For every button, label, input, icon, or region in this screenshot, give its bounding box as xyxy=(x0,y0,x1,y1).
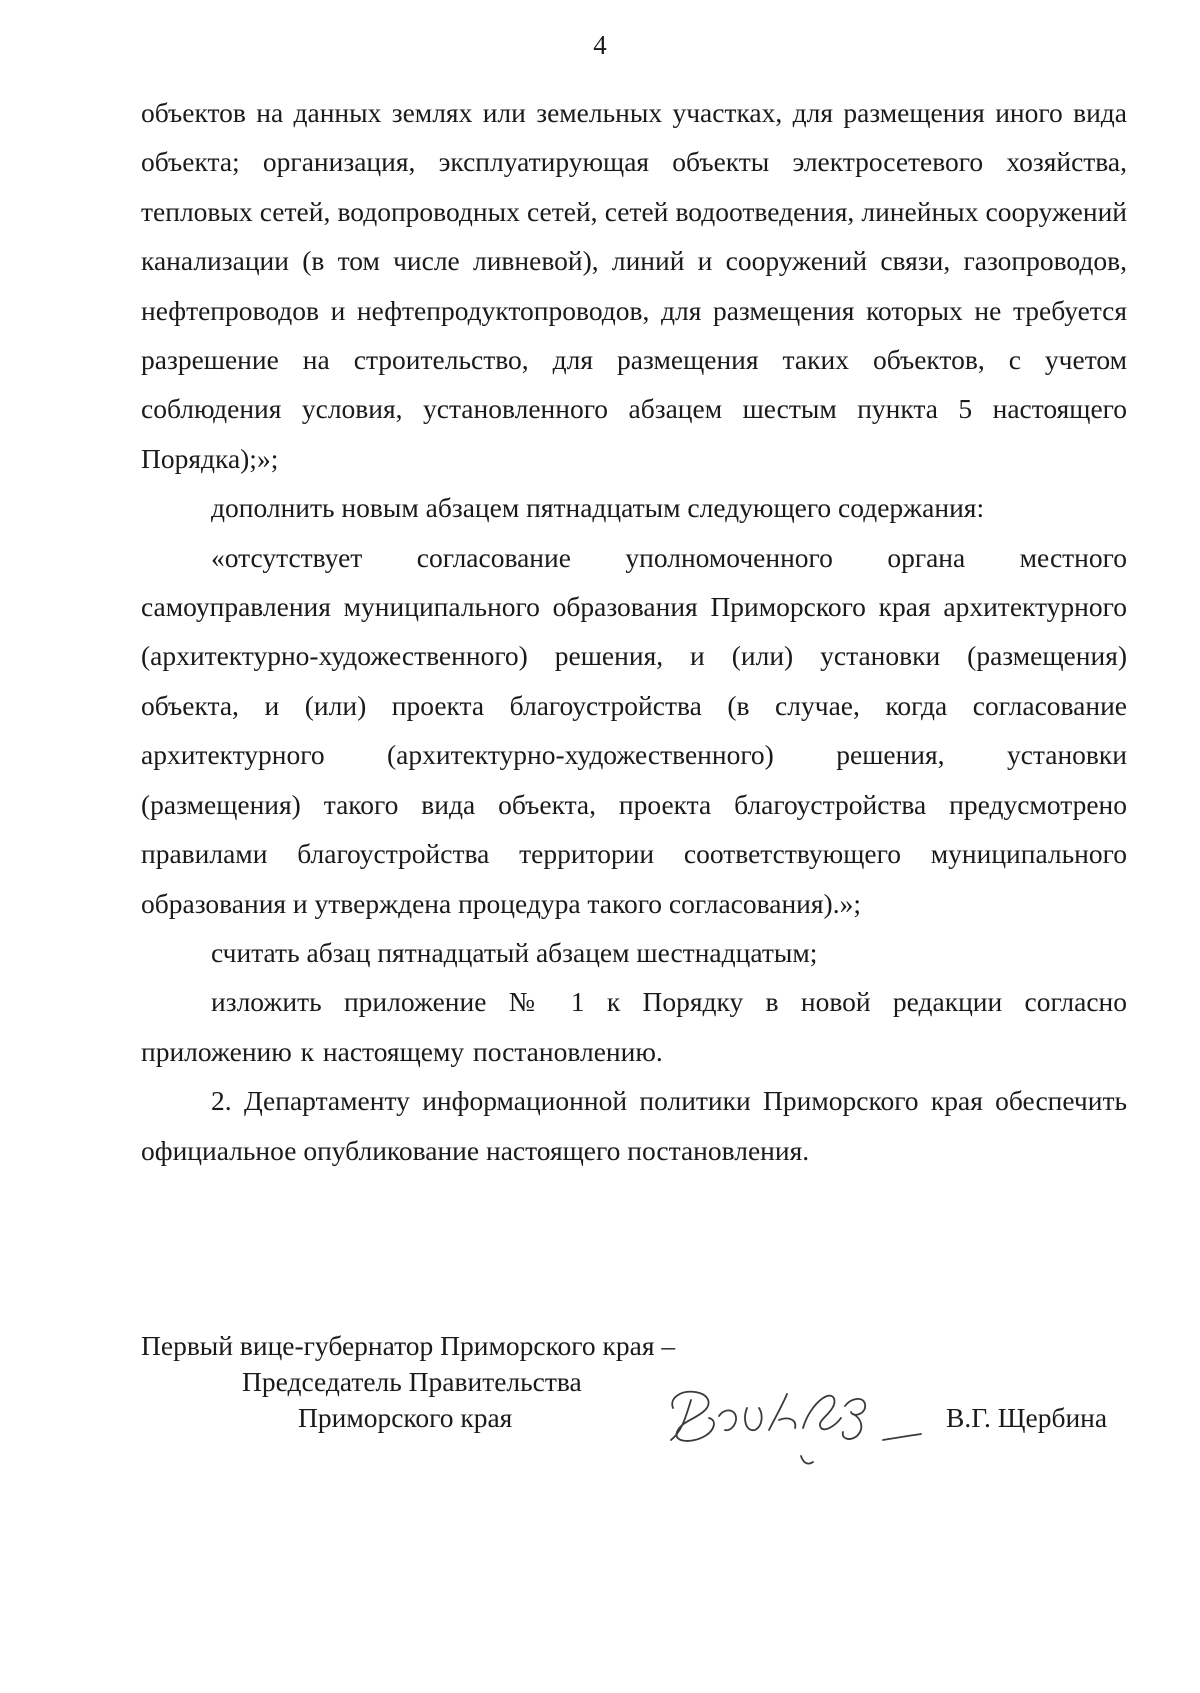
signer-name: В.Г. Щербина xyxy=(946,1402,1108,1433)
paragraph-add-fifteenth: дополнить новым абзацем пятнадцатым следующего содержания: xyxy=(211,492,985,524)
signature-block xyxy=(141,1330,1141,1480)
paragraph-publication: 2. Департаменту информационной политики Приморского края обеспечить официальное опубликование настоящего постановления. xyxy=(141,1085,1127,1166)
paragraph-appendix: изложить приложение № 1 к Порядку в новой редакции согласно приложению к настоящему постановлению. xyxy=(141,986,1127,1067)
signer-title-line-1: Первый вице-губернатор Приморского края – xyxy=(141,1330,676,1361)
handwritten-signature xyxy=(651,1370,931,1480)
document-body xyxy=(141,88,1127,1175)
paragraph-continuation: объектов на данных землях или земельных участках, для размещения иного вида объекта; организация, эксплуатирующая объекты электросетевого хозяйства, тепловых сетей, водопроводных сетей, сетей водоотведения, линейных сооружений канализации (в том числе ливневой), линий и сооружений связи, газопроводов, нефтепроводов и нефтепродуктопроводов, для размещения которых не требуется разрешение на строительство, для размещения таких объектов, с учетом соблюдения условия, установленного абзацем шестым пункта 5 настоящего Порядка);»; xyxy=(141,97,1127,474)
page-number: 4 xyxy=(593,30,607,60)
signer-title-line-2: Председатель Правительства xyxy=(242,1366,582,1397)
paragraph-quoted-provision: «отсутствует согласование уполномоченного органа местного самоуправления муниципального образования Приморского края архитектурного (архитектурно-художественного) решения, и (или) установки (размещения) объекта, и (или) проекта благоустройства (в случае, когда согласование архитектурного (архитектурно-художественного) решения, установки (размещения) такого вида объекта, проекта благоустройства предусмотрено правилами благоустройства территории соответствующего муниципального образования и утверждена процедура такого согласования).»; xyxy=(141,541,1127,919)
signer-title-line-3: Приморского края xyxy=(298,1402,513,1433)
paragraph-renumber: считать абзац пятнадцатый абзацем шестнадцатым; xyxy=(211,936,818,968)
